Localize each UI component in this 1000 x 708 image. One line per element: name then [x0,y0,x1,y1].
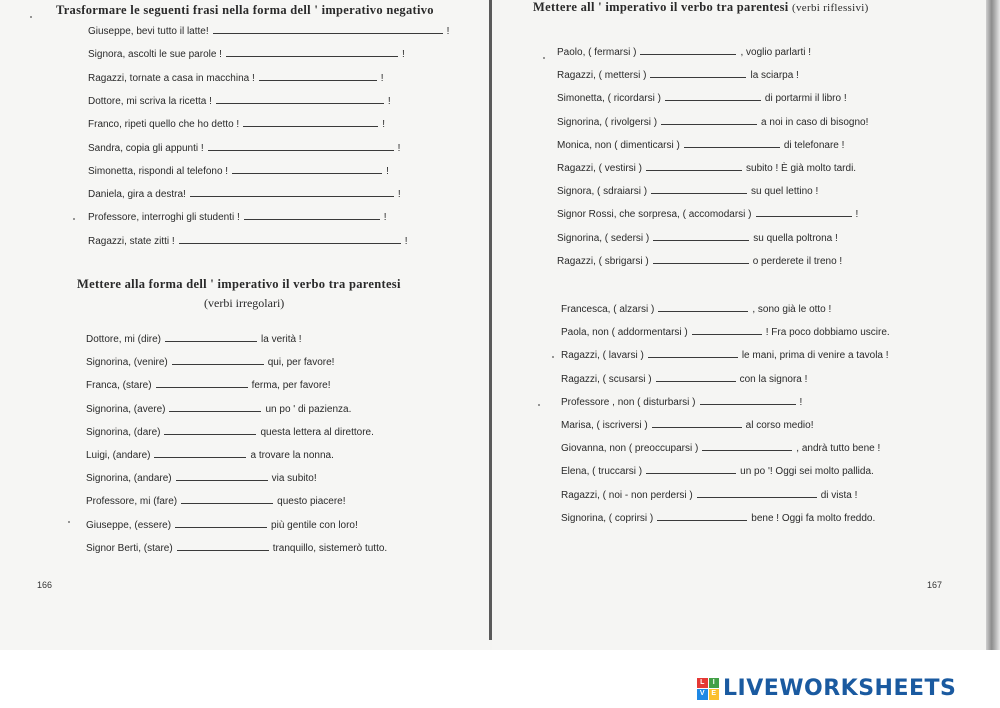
exercise-row [88,46,405,60]
scan-speck [543,57,545,59]
exercise-row [88,186,401,200]
row-prompt: Signorina, ( coprirsi ) [561,512,654,524]
exercise-row [557,44,811,58]
liveworksheets-logo-icon [697,678,719,700]
row-prompt: Simonetta, rispondi al telefono ! [88,165,229,177]
answer-blank[interactable] [172,354,264,365]
answer-blank[interactable] [700,394,796,405]
row-ending: di portarmi il libro ! [764,93,847,105]
row-ending: questo piacere! [277,496,346,508]
row-prompt: Ragazzi, tornate a casa in macchina ! [88,72,255,84]
row-ending: ! [397,142,401,154]
answer-blank[interactable] [651,183,747,194]
exercise-row [557,253,842,267]
row-prompt: Signorina, (avere) [86,403,166,415]
answer-blank[interactable] [213,23,443,34]
row-prompt: Paolo, ( fermarsi ) [557,47,637,58]
row-prompt: Ragazzi, ( lavarsi ) [561,350,644,362]
answer-blank[interactable] [177,540,269,551]
exercise-row [86,470,317,484]
left-exercise-title: Trasformare le seguenti frasi nella forma dell ' imperativo negativo [56,3,434,17]
exercise-row [86,447,334,461]
row-ending: ! [382,119,385,131]
logo-letter-tile: E [709,689,720,700]
answer-blank[interactable] [653,253,749,264]
row-prompt: Luigi, (andare) [86,450,151,461]
exercise-row [86,354,334,368]
answer-blank[interactable] [646,463,736,474]
row-prompt: Signorina, (venire) [86,357,168,369]
answer-blank[interactable] [165,331,257,342]
answer-blank[interactable] [657,510,747,521]
row-ending: questa lettera al direttore. [260,426,374,438]
row-ending: su quella poltrona ! [753,232,838,244]
scan-speck [552,356,554,358]
page-number-left: 166 [37,580,53,590]
answer-blank[interactable] [169,401,261,412]
row-ending: o perderete il treno ! [752,255,843,267]
answer-blank[interactable] [259,70,377,81]
row-prompt: Ragazzi, ( vestirsi ) [557,163,643,174]
exercise-row [88,116,385,130]
row-prompt: Simonetta, ( ricordarsi ) [557,93,661,105]
row-ending: un po '! Oggi sei molto pallida. [740,466,874,478]
row-ending: con la signora ! [739,373,808,385]
logo-letter-tile: I [709,678,720,689]
exercise-row [88,23,449,37]
answer-blank[interactable] [692,324,762,335]
logo-text: LIVEWORKSHEETS [723,676,957,701]
row-prompt: Signorina, ( sedersi ) [557,232,650,244]
page-edge-shadow [986,0,1000,650]
row-ending: la sciarpa ! [750,70,799,82]
row-ending: ! [446,26,450,37]
row-prompt: Signorina, (dare) [86,426,161,438]
answer-blank[interactable] [226,46,398,57]
logo-letter-tile: V [697,689,708,700]
exercise-row [86,517,358,531]
right-title-text: Mettere all ' imperativo il verbo tra parentesi [533,0,789,14]
row-prompt: Professore, mi (fare) [86,496,178,508]
row-ending: via subito! [271,473,317,485]
answer-blank[interactable] [244,209,380,220]
row-ending: ! Fra poco dobbiamo uscire. [765,327,890,339]
row-ending: su quel lettino ! [751,186,819,198]
row-ending: di telefonare ! [783,139,845,151]
row-prompt: Daniela, gira a destra! [88,189,186,201]
row-prompt: Signor Rossi, che sorpresa, ( accomodarsi ) [557,209,752,221]
exercise-row [86,331,302,345]
answer-blank[interactable] [697,487,817,498]
answer-blank[interactable] [665,90,761,101]
exercise-row [86,377,331,391]
row-ending: di vista ! [820,489,858,501]
exercise-row [86,493,346,507]
right-title-note: (verbi riflessivi) [792,2,869,14]
answer-blank[interactable] [243,116,378,127]
row-ending: subito ! È già molto tardi. [746,163,857,174]
answer-blank[interactable] [164,424,256,435]
row-prompt: Marisa, ( iscriversi ) [561,420,648,431]
row-prompt: Sandra, copia gli appunti ! [88,142,204,154]
exercise-row [561,487,857,501]
answer-blank[interactable] [656,371,736,382]
answer-blank[interactable] [640,44,736,55]
exercise-row [561,440,880,454]
row-prompt: Dottore, mi (dire) [86,334,162,345]
row-prompt: Giovanna, non ( preoccuparsi ) [561,443,699,455]
row-ending: a trovare la nonna. [250,450,334,461]
scan-speck [30,16,32,18]
row-prompt: Ragazzi, ( scusarsi ) [561,373,652,385]
answer-blank[interactable] [232,163,382,174]
answer-blank[interactable] [646,160,742,171]
row-prompt: Dottore, mi scriva la ricetta ! [88,95,212,107]
answer-blank[interactable] [661,114,757,125]
answer-blank[interactable] [208,140,394,151]
row-ending: la verità ! [261,334,302,345]
exercise-row [86,401,351,415]
left-exercise-2-title: Mettere alla forma dell ' imperativo il verbo tra parentesi [77,277,401,291]
answer-blank[interactable] [156,377,248,388]
liveworksheets-logo [697,676,956,701]
row-ending: ! [404,235,408,247]
exercise-row [561,324,890,338]
answer-blank[interactable] [756,206,852,217]
exercise-row [557,160,856,174]
row-ending: ! [799,396,803,408]
exercise-row [88,233,407,247]
exercise-row [557,90,847,104]
row-ending: ! [380,72,384,84]
row-prompt: Signor Berti, (stare) [86,542,173,554]
answer-blank[interactable] [652,417,742,428]
scan-speck [73,218,75,220]
answer-blank[interactable] [684,137,780,148]
book-gutter [489,0,492,640]
answer-blank[interactable] [648,347,738,358]
exercise-row [561,463,874,477]
answer-blank[interactable] [216,93,384,104]
exercise-row [561,371,807,385]
row-prompt: Ragazzi, ( sbrigarsi ) [557,255,649,267]
right-exercise-title [533,0,869,15]
row-ending: ! [386,165,389,177]
row-prompt: Signorina, (andare) [86,473,172,485]
row-prompt: Giuseppe, (essere) [86,519,172,531]
exercise-row [561,417,813,431]
row-prompt: Signorina, ( rivolgersi ) [557,116,658,128]
row-prompt: Signora, ascolti le sue parole ! [88,49,222,61]
row-ending: ! [855,209,859,221]
exercise-row [86,424,374,438]
left-exercise-2-subtitle: (verbi irregolari) [204,296,285,310]
exercise-row [88,70,384,84]
exercise-row [557,137,844,151]
row-prompt: Franca, (stare) [86,380,152,392]
row-ending: bene ! Oggi fa molto freddo. [751,512,876,524]
row-prompt: Ragazzi, ( mettersi ) [557,70,647,82]
row-prompt: Francesca, ( alzarsi ) [561,304,655,315]
row-prompt: Giuseppe, bevi tutto il latte! [88,26,209,37]
row-ending: qui, per favore! [267,357,335,369]
row-ending: , sono già le otto ! [752,304,832,315]
row-prompt: Monica, non ( dimenticarsi ) [557,139,680,151]
page-number-right: 167 [927,580,943,590]
exercise-row [88,93,391,107]
exercise-row [86,540,387,554]
row-ending: tranquillo, sistemerò tutto. [272,542,388,554]
row-ending: ! [387,95,391,107]
row-ending: , andrà tutto bene ! [796,443,881,455]
exercise-row [557,230,838,244]
answer-blank[interactable] [190,186,394,197]
row-ending: ! [397,189,401,201]
exercise-row [561,301,831,315]
row-ending: al corso medio! [745,420,814,431]
exercise-row [561,394,802,408]
answer-blank[interactable] [181,493,273,504]
row-ending: ! [401,49,405,61]
exercise-row [557,183,818,197]
exercise-row [88,163,389,177]
row-ending: ! [383,212,387,224]
answer-blank[interactable] [154,447,246,458]
answer-blank[interactable] [650,67,746,78]
answer-blank[interactable] [176,470,268,481]
scan-speck [538,404,540,406]
row-ending: ferma, per favore! [251,380,331,392]
row-prompt: Professore , non ( disturbarsi ) [561,396,696,408]
row-ending: un po ' di pazienza. [265,403,352,415]
row-prompt: Signora, ( sdraiarsi ) [557,186,648,198]
row-ending: le mani, prima di venire a tavola ! [741,350,889,362]
answer-blank[interactable] [175,517,267,528]
exercise-row [557,67,799,81]
exercise-row [561,510,875,524]
row-ending: più gentile con loro! [271,519,358,531]
answer-blank[interactable] [658,301,748,312]
row-prompt: Elena, ( truccarsi ) [561,466,643,478]
row-prompt: Franco, ripeti quello che ho detto ! [88,119,240,131]
exercise-row [88,140,400,154]
row-ending: a noi in caso di bisogno! [761,116,869,128]
answer-blank[interactable] [653,230,749,241]
row-prompt: Professore, interroghi gli studenti ! [88,212,240,224]
logo-letter-tile: L [697,678,708,689]
answer-blank[interactable] [179,233,401,244]
row-ending: , voglio parlarti ! [740,47,812,58]
exercise-row [561,347,889,361]
answer-blank[interactable] [702,440,792,451]
scan-speck [68,521,70,523]
row-prompt: Ragazzi, state zitti ! [88,235,175,247]
exercise-row [557,114,868,128]
exercise-row [88,209,387,223]
exercise-row [557,206,858,220]
row-prompt: Paola, non ( addormentarsi ) [561,327,688,339]
row-prompt: Ragazzi, ( noi - non perdersi ) [561,489,693,501]
